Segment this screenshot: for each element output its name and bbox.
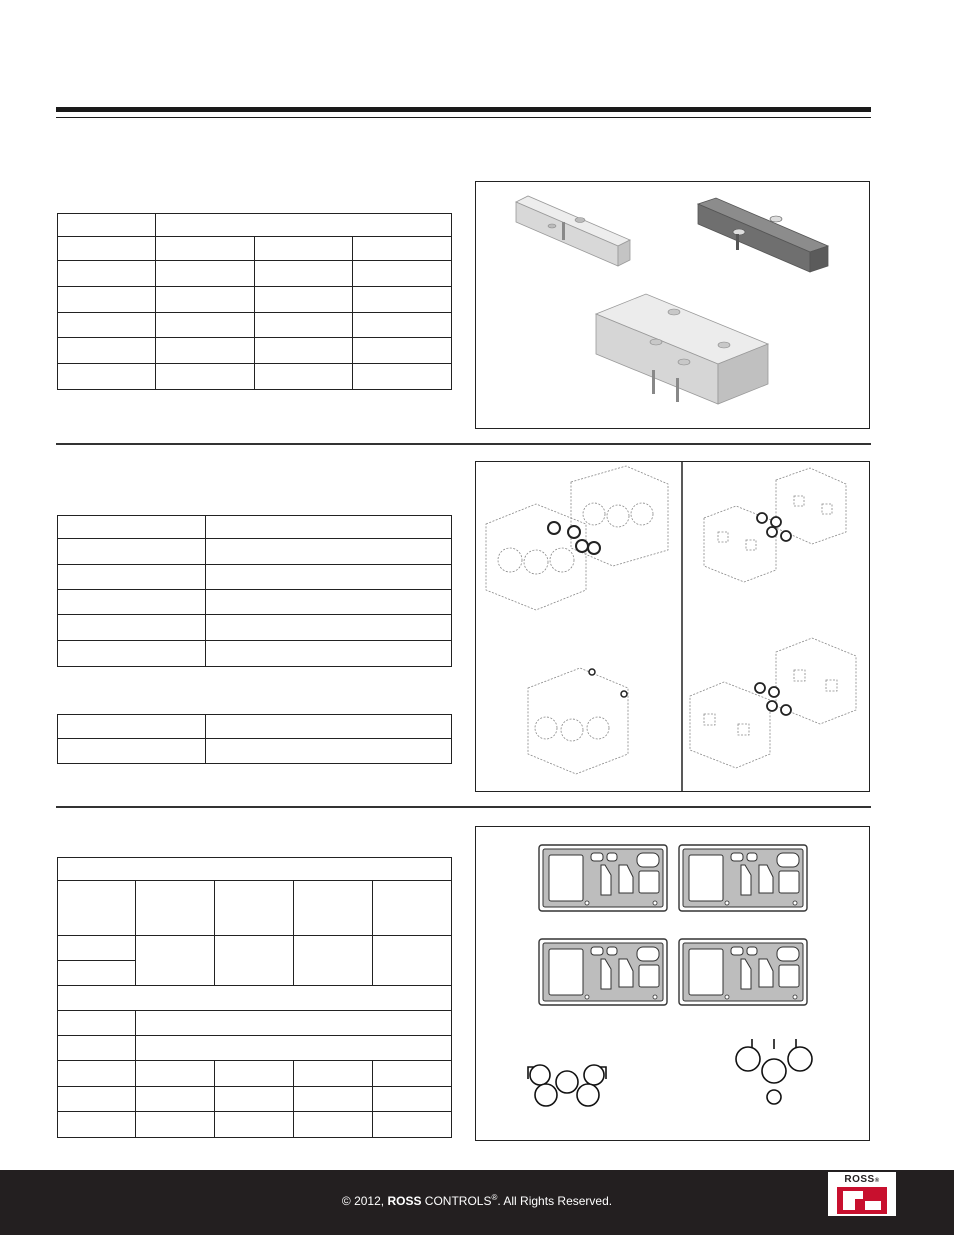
table-cell	[58, 1087, 136, 1112]
table-cell	[255, 237, 353, 261]
table-cell	[215, 1112, 294, 1138]
table-1	[57, 213, 452, 390]
seal-kits-photo-box	[475, 461, 870, 792]
valve-base-single	[528, 668, 628, 774]
small-end-plate	[516, 196, 630, 266]
table-cell	[353, 313, 452, 338]
table-cell	[58, 615, 206, 641]
table-row	[58, 590, 452, 615]
ross-logo	[828, 1172, 896, 1216]
ross-logo-text: ROSS®	[844, 1174, 880, 1185]
table-row	[58, 364, 452, 390]
table-cell	[206, 565, 452, 590]
table-cell	[58, 516, 206, 539]
table-cell	[58, 237, 156, 261]
table-cell	[206, 590, 452, 615]
table-cell	[58, 986, 452, 1011]
port-symbol-right	[736, 1039, 812, 1104]
table-cell	[215, 1087, 294, 1112]
table-cell	[294, 1087, 373, 1112]
end-plates-photo-box	[475, 181, 870, 429]
table-row	[58, 1061, 452, 1087]
table-cell	[353, 287, 452, 313]
table-cell	[58, 313, 156, 338]
table-cell	[156, 313, 255, 338]
table-cell	[58, 881, 136, 936]
seal-rings-top-right	[757, 513, 791, 541]
table-cell	[58, 641, 206, 667]
table-row	[58, 1112, 452, 1138]
table-row	[58, 565, 452, 590]
table-cell	[58, 287, 156, 313]
section-rule-1	[56, 443, 871, 445]
table-cell	[215, 881, 294, 936]
table-cell	[373, 1112, 452, 1138]
dark-end-plate	[698, 198, 828, 272]
copyright-prefix: © 2012,	[341, 1194, 388, 1208]
table-row	[58, 338, 452, 364]
gasket-middle-left	[539, 939, 667, 1005]
table-row	[58, 1036, 452, 1061]
table-cell	[255, 364, 353, 390]
table-cell	[373, 1061, 452, 1087]
table-cell	[294, 881, 373, 936]
large-end-plate	[596, 294, 768, 404]
small-seal-rings	[589, 669, 627, 697]
table-cell	[156, 364, 255, 390]
copyright-suffix: . All Rights Reserved.	[497, 1194, 613, 1208]
table-row	[58, 313, 452, 338]
gasket-top-left	[539, 845, 667, 911]
table-cell	[206, 739, 452, 764]
table-cell	[294, 1061, 373, 1087]
table-cell	[58, 565, 206, 590]
table-cell	[58, 961, 136, 986]
table-cell	[136, 881, 215, 936]
table-row	[58, 1011, 452, 1036]
table-cell	[353, 364, 452, 390]
table-cell	[58, 1061, 136, 1087]
table-cell	[353, 261, 452, 287]
seal-kits-illustration	[476, 462, 869, 791]
table-cell	[58, 858, 452, 881]
table-cell	[136, 1036, 452, 1061]
gasket-top-right	[679, 845, 807, 911]
table-cell	[58, 539, 206, 565]
table-row	[58, 615, 452, 641]
seal-rings	[548, 522, 600, 554]
table-cell	[206, 641, 452, 667]
table-cell	[353, 237, 452, 261]
table-cell	[156, 338, 255, 364]
table-cell	[58, 214, 156, 237]
table-row	[58, 237, 452, 261]
copyright-notice	[0, 1193, 954, 1208]
copyright-registered: ®	[491, 1193, 498, 1202]
table-cell	[58, 590, 206, 615]
table-cell	[58, 338, 156, 364]
table-2	[57, 515, 452, 667]
section-rule-2	[56, 806, 871, 808]
table-cell	[136, 1087, 215, 1112]
table-cell	[206, 539, 452, 565]
table-cell	[206, 516, 452, 539]
table-row	[58, 739, 452, 764]
seal-rings-bottom-right	[755, 683, 791, 715]
table-row	[58, 287, 452, 313]
table-row	[58, 858, 452, 881]
end-plates-illustration	[476, 182, 869, 428]
port-symbol-left	[528, 1065, 606, 1106]
gaskets-illustration	[476, 827, 869, 1140]
table-3	[57, 714, 452, 764]
table-cell	[373, 1087, 452, 1112]
table-cell	[58, 1036, 136, 1061]
table-row	[58, 516, 452, 539]
table-cell	[156, 261, 255, 287]
table-row	[58, 715, 452, 739]
table-row	[58, 641, 452, 667]
table-cell	[136, 1112, 215, 1138]
table-row	[58, 214, 452, 237]
table-cell	[255, 313, 353, 338]
table-cell	[215, 936, 294, 986]
copyright-brand-rest: CONTROLS	[421, 1194, 492, 1208]
table-cell	[206, 615, 452, 641]
table-cell	[58, 936, 136, 961]
table-row	[58, 881, 452, 936]
table-cell	[156, 237, 255, 261]
table-row	[58, 539, 452, 565]
table-cell	[353, 338, 452, 364]
table-row	[58, 1087, 452, 1112]
table-cell	[136, 1061, 215, 1087]
table-cell	[294, 936, 373, 986]
table-cell	[373, 881, 452, 936]
table-cell	[136, 1011, 452, 1036]
table-cell	[58, 715, 206, 739]
header-rule-thin	[56, 117, 871, 118]
ross-logo-mark	[837, 1187, 887, 1214]
table-cell	[373, 936, 452, 986]
ross-logo-arrow-icon	[837, 1187, 887, 1214]
table-4	[57, 857, 452, 1138]
table-cell	[255, 287, 353, 313]
table-row	[58, 986, 452, 1011]
table-cell	[156, 214, 452, 237]
table-cell	[206, 715, 452, 739]
gasket-middle-right	[679, 939, 807, 1005]
table-row	[58, 936, 452, 961]
table-cell	[58, 739, 206, 764]
table-cell	[215, 1061, 294, 1087]
table-cell	[156, 287, 255, 313]
table-cell	[255, 261, 353, 287]
table-row	[58, 261, 452, 287]
table-cell	[294, 1112, 373, 1138]
copyright-brand-bold: ROSS	[387, 1194, 422, 1208]
table-cell	[255, 338, 353, 364]
table-cell	[136, 936, 215, 986]
table-cell	[58, 1112, 136, 1138]
table-cell	[58, 261, 156, 287]
table-cell	[58, 364, 156, 390]
header-rule-thick	[56, 107, 871, 112]
table-cell	[58, 1011, 136, 1036]
gaskets-photo-box	[475, 826, 870, 1141]
